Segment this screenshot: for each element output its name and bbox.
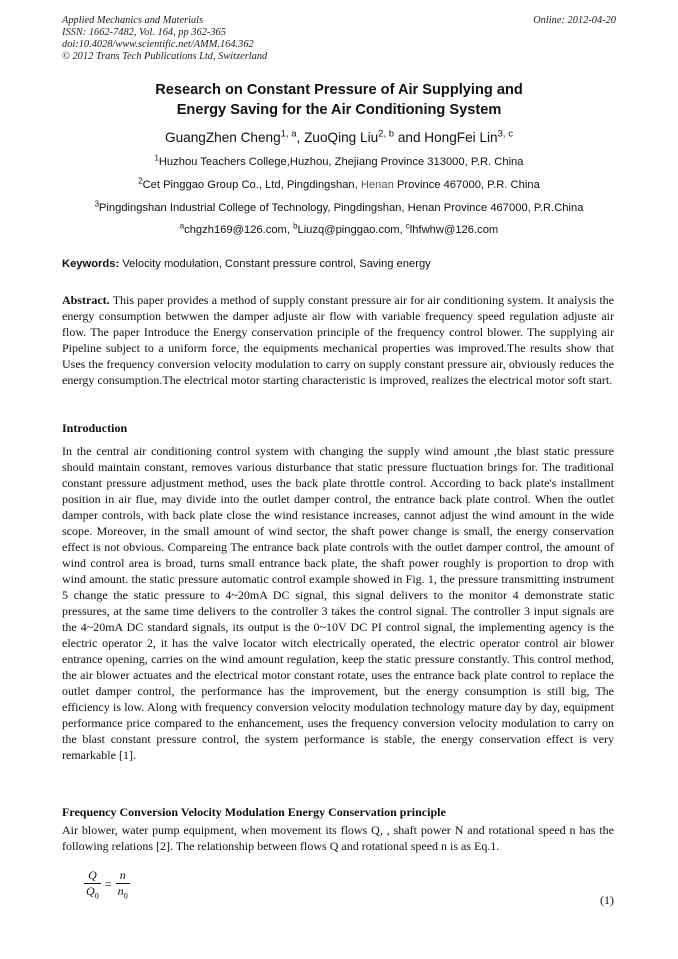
email-c[interactable]: lhfwhw@126.com	[409, 224, 499, 236]
journal-header	[62, 15, 267, 63]
email-c-sup: c	[405, 221, 410, 231]
equation-1	[84, 868, 130, 900]
title-line-2: Energy Saving for the Air Conditioning System	[176, 102, 502, 118]
author-2-sup: 2, b	[378, 128, 395, 140]
author-3: HongFei Lin	[424, 130, 498, 145]
equation-lhs	[84, 868, 101, 900]
equation-lhs-den	[84, 884, 101, 900]
affiliation-3-sup: 3	[94, 199, 99, 209]
email-list	[0, 221, 678, 236]
section2-heading: Frequency Conversion Velocity Modulation Energy Conservation principle	[62, 805, 446, 819]
affiliation-2-text-c: Province 467000, P.R. China	[396, 179, 540, 191]
abstract	[62, 292, 614, 388]
affiliation-1	[0, 153, 678, 168]
equation-equals: =	[104, 876, 112, 891]
equation-rhs-den-base: n	[117, 884, 124, 898]
affiliation-1-text: Huzhou Teachers College,Huzhou, Zhejiang Province 313000, P.R. China	[158, 156, 524, 168]
equation-rhs-den-sub: 0	[123, 891, 128, 901]
email-a[interactable]: chgzh169@126.com,	[184, 224, 290, 236]
journal-copyright: © 2012 Trans Tech Publications Ltd, Switzerland	[62, 51, 268, 62]
title-line-1: Research on Constant Pressure of Air Supplying and	[155, 82, 523, 98]
equation-lhs-den-sub: 0	[94, 891, 99, 901]
abstract-label: Abstract.	[62, 293, 110, 307]
affiliation-2	[0, 176, 678, 191]
equation-lhs-num: Q	[84, 868, 101, 884]
email-a-sup: a	[179, 221, 185, 231]
introduction-text: In the central air conditioning control system with changing the supply wind amount ,the blast static pressure should maintain constant, removes various disturbance that static pressure fluctuation brings for. The traditional constant pressure adjustment method, uses the back plate throttle control. According to back plate's installment position in air flue, may divide into the outlet damper control, the entrance back plate control. When the outlet damper controls, with back plate close the wind resistance increases, cannot adjust the wind amount in the wide scope. Moreover, in the small amount of wind sector, the shaft power change is small, the energy conservation effect is not obvious. Compareing The entrance back plate controls with the outlet damper control, the amount of wind control area is broad, turns small entrance back plate, the shaft power roughly is proportion to drop with wind amount. the static pressure automatic control example showed in Fig. 1, the pressure transmitting instrument 5 change the static pressure to 4~20mA DC signal, this signal delivers to the monitor 4 demonstrate static pressures, at the same time delivers to the controller 3 takes the control signal. The controller 3 input signals are the 4~20mA DC standard signals, its output is the 0~10V DC PI control signal, the implementing agency is the electric operator 2, it has the valve locator witch electrically operated, the electric operator control air blower entrance opening, carries on the wind amount regulation, keep the static pressure constantly. This control method, the air blower actuates and the electrical motor constant rotate, uses the entrance back plate control to replace the outlet damper control, the performance has the improvement, but the energy consumption is still big, The efficiency is low. Along with frequency conversion velocity modulation technology mature day by day, equipment performance price compared to the enhancement, uses the frequency conversion velocity modulation to carry on the blast constant pressure control, the system performance is stable, the energy conservation effect is very remarkable [1].	[62, 444, 614, 762]
journal-doi[interactable]: doi:10.4028/www.scientific.net/AMM.164.362	[62, 39, 254, 50]
author-and: and	[397, 130, 421, 145]
journal-issn: ISSN: 1662-7482, Vol. 164, pp 362-365	[62, 27, 226, 38]
author-1: GuangZhen Cheng	[165, 130, 281, 145]
online-date: Online: 2012-04-20	[533, 15, 616, 26]
affiliation-2-text-b: Henan	[360, 179, 394, 191]
equation-rhs-num: n	[116, 868, 130, 884]
author-1-sup: 1, a	[280, 128, 297, 140]
affiliation-2-text-a: Cet Pinggao Group Co., Ltd, Pingdingshan,	[142, 179, 358, 191]
equation-number: (1)	[600, 893, 614, 907]
email-b-sup: b	[293, 221, 298, 231]
author-2: ZuoQing Liu	[304, 130, 379, 145]
introduction-heading: Introduction	[62, 421, 128, 435]
email-b[interactable]: Liuzq@pinggao.com,	[297, 224, 403, 236]
equation-rhs-den	[116, 884, 130, 900]
section2-text: Air blower, water pump equipment, when movement its flows Q, , shaft power N and rotational speed n has the following relations [2]. The relationship between flows Q and rotational speed n is as Eq.1.	[62, 823, 614, 853]
author-list: GuangZhen Cheng$^{1, a}$, ZuoQing Liu$^{2, b}$ and HongFei Lin$^{3, c}$	[165, 128, 513, 145]
affiliation-3-text: Pingdingshan Industrial College of Technology, Pingdingshan, Henan Province 467000, P.R.China	[98, 202, 584, 214]
author-3-sup: 3, c	[497, 128, 513, 140]
equation-lhs-den-base: Q	[86, 884, 95, 898]
paper-title	[0, 80, 678, 120]
keywords-text: Velocity modulation, Constant pressure control, Saving energy	[122, 258, 431, 270]
affiliation-2-sup: 2	[138, 176, 143, 186]
keywords-label: Keywords:	[62, 258, 120, 270]
journal-name: Applied Mechanics and Materials	[62, 15, 204, 26]
affiliation-3	[0, 199, 678, 214]
equation-rhs	[116, 868, 130, 900]
abstract-text: This paper provides a method of supply constant pressure air for air conditioning system. It analysis the energy consumption betwwen the damper adjuste air flow with variable frequency speed regulation adjuste air flow. The paper Introduce the Energy conservation principle of the frequency control blower. The supplying air Pipeline subject to a uniform force, the equipments mechanical properties was improved.The results show that Uses the frequency conversion velocity modulation to carry on supply constant pressure air, obviously reduces the energy consumption.The electrical motor starting characteristic is improved, realizes the electrical motor soft start.	[62, 293, 614, 387]
keywords	[62, 258, 431, 270]
affiliation-1-sup: 1	[154, 153, 159, 163]
